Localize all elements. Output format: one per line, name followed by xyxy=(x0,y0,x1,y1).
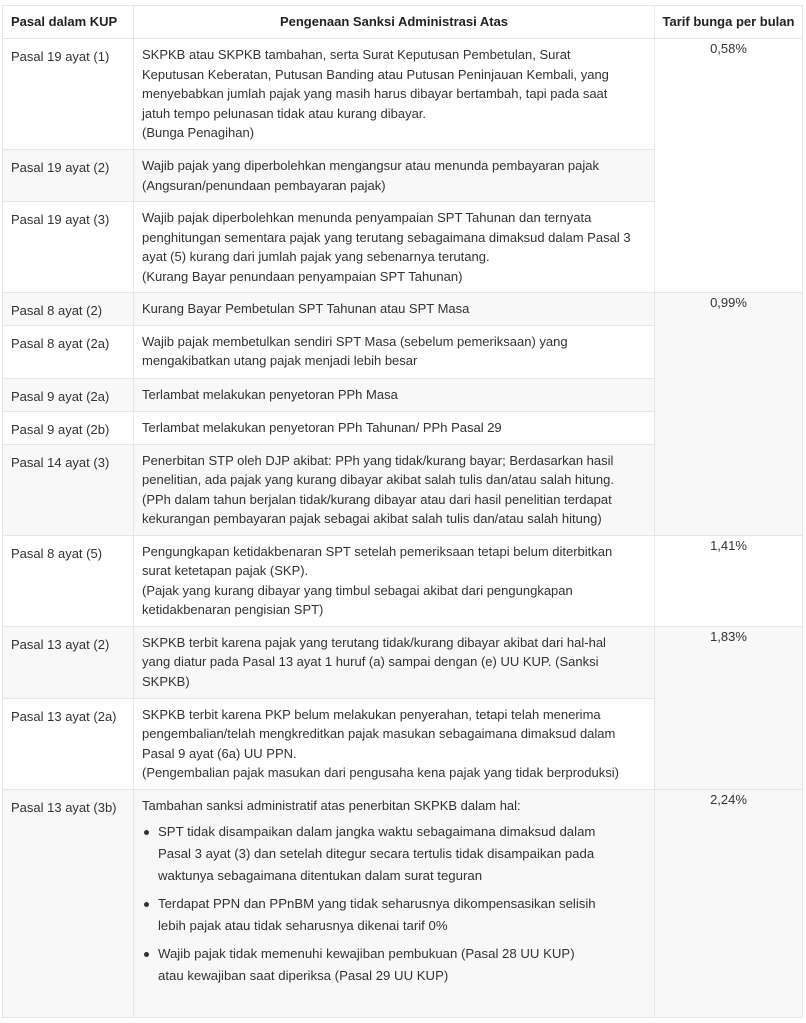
description-line: pengembalian/telah mengkreditkan pajak masukan sebagaimana dimaksud dalam xyxy=(142,726,616,741)
pasal-cell: Pasal 13 ayat (3b) xyxy=(3,789,134,1017)
description-line: Tambahan sanksi administratif atas penerbitan SKPKB dalam hal: xyxy=(142,797,521,813)
description-line: (Kurang Bayar penundaan penyampaian SPT Tahunan) xyxy=(142,268,463,284)
bullet-icon xyxy=(144,952,149,957)
bullet-line: SPT tidak disampaikan dalam jangka waktu sebagaimana dimaksud dalam xyxy=(158,824,596,839)
bullet-item xyxy=(158,821,646,887)
rate-cell: 1,83% xyxy=(655,626,803,789)
pasal-cell: Pasal 19 ayat (3) xyxy=(3,202,134,293)
rate-cell: 2,24% xyxy=(655,789,803,1017)
table-row xyxy=(3,626,803,698)
header-pasal: Pasal dalam KUP xyxy=(3,6,134,39)
description-line: (Bunga Penagihan) xyxy=(142,125,255,140)
header-pengenaan: Pengenaan Sanksi Administrasi Atas xyxy=(134,6,655,39)
header-tarif: Tarif bunga per bulan xyxy=(655,6,803,39)
table-header-row xyxy=(3,6,803,39)
bullet-item xyxy=(158,943,646,987)
pasal-cell: Pasal 9 ayat (2b) xyxy=(3,411,134,444)
description-line: jatuh tempo pelunasan tidak atau kurang dibayar. xyxy=(142,105,427,121)
description-cell xyxy=(134,202,655,293)
description-line: yang diatur pada Pasal 13 ayat 1 huruf (a) sampai dengan (e) UU KUP. (Sanksi xyxy=(142,654,599,669)
description-line: Terlambat melakukan penyetoran PPh Tahunan/ PPh Pasal 29 xyxy=(142,419,502,435)
description-cell xyxy=(134,444,655,535)
bullet-item xyxy=(158,893,646,937)
bullet-icon xyxy=(144,830,149,835)
description-line: Penerbitan STP oleh DJP akibat: PPh yang tidak/kurang bayar; Berdasarkan hasil xyxy=(142,452,614,468)
description-cell xyxy=(134,325,655,378)
description-cell xyxy=(134,39,655,150)
description-cell xyxy=(134,626,655,698)
description-line: Wajib pajak diperbolehkan menunda penyampaian SPT Tahunan dan ternyata xyxy=(142,210,592,225)
bullet-line: lebih pajak atau tidak seharusnya dikenai tarif 0% xyxy=(158,918,448,933)
description-line: kekurangan pembayaran pajak sebagai akibat salah tulis dan/atau salah hitung) xyxy=(142,511,602,526)
sanction-rate-table xyxy=(2,5,803,1018)
description-line: (PPh dalam tahun berjalan tidak/kurang dibayar atau dari hasil penelitian terdapat xyxy=(142,491,612,507)
description-line: ayat (5) kurang dari jumlah pajak yang sebenarnya terutang. xyxy=(142,249,490,264)
rate-cell: 1,41% xyxy=(655,535,803,626)
pasal-cell: Pasal 8 ayat (2) xyxy=(3,293,134,326)
description-line: Pasal 9 ayat (6a) UU PPN. xyxy=(142,745,297,761)
description-line: surat ketetapan pajak (SKP). xyxy=(142,563,309,578)
pasal-cell: Pasal 14 ayat (3) xyxy=(3,444,134,535)
table-row xyxy=(3,293,803,326)
description-line: SKPKB terbit karena PKP belum melakukan penyerahan, tetapi telah menerima xyxy=(142,706,601,722)
table-row xyxy=(3,39,803,150)
bullet-line: Wajib pajak tidak memenuhi kewajiban pembukuan (Pasal 28 UU KUP) xyxy=(158,946,575,961)
bullet-line: atau kewajiban saat diperiksa (Pasal 29 UU KUP) xyxy=(158,968,449,983)
description-line: penelitian, ada pajak yang kurang dibayar akibat salah tulis dan/atau salah hitung. xyxy=(142,472,614,487)
description-cell xyxy=(134,698,655,789)
pasal-cell: Pasal 9 ayat (2a) xyxy=(3,378,134,411)
description-line: SKPKB) xyxy=(142,673,190,689)
description-line: SKPKB atau SKPKB tambahan, serta Surat Keputusan Pembetulan, Surat xyxy=(142,47,571,62)
bullet-list xyxy=(142,821,646,987)
pasal-cell: Pasal 13 ayat (2a) xyxy=(3,698,134,789)
description-line: Kurang Bayar Pembetulan SPT Tahunan atau SPT Masa xyxy=(142,301,470,316)
description-line: ketidakbenaran pengisian SPT) xyxy=(142,602,324,617)
description-cell xyxy=(134,293,655,326)
description-line: SKPKB terbit karena pajak yang terutang tidak/kurang dibayar akibat dari hal-hal xyxy=(142,634,606,650)
description-line: (Pajak yang kurang dibayar yang timbul sebagai akibat dari pengungkapan xyxy=(142,582,573,598)
description-line: Wajib pajak yang diperbolehkan mengangsur atau menunda pembayaran pajak xyxy=(142,158,599,173)
bullet-line: waktunya sebagaimana ditentukan dalam surat teguran xyxy=(158,868,483,883)
description-line: mengakibatkan utang pajak menjadi lebih besar xyxy=(142,353,418,368)
rate-cell: 0,58% xyxy=(655,39,803,293)
pasal-cell: Pasal 13 ayat (2) xyxy=(3,626,134,698)
bullet-line: Pasal 3 ayat (3) dan setelah ditegur secara tertulis tidak disampaikan pada xyxy=(158,846,595,861)
description-line: penghitungan sementara pajak yang terutang sebagaimana dimaksud dalam Pasal 3 xyxy=(142,229,631,245)
description-cell xyxy=(134,789,655,1017)
description-cell xyxy=(134,150,655,202)
bullet-icon xyxy=(144,902,149,907)
bullet-line: Terdapat PPN dan PPnBM yang tidak seharusnya dikompensasikan selisih xyxy=(158,896,596,911)
description-line: (Pengembalian pajak masukan dari pengusaha kena pajak yang tidak berproduksi) xyxy=(142,765,619,780)
description-cell xyxy=(134,411,655,444)
description-cell xyxy=(134,378,655,411)
pasal-cell: Pasal 8 ayat (2a) xyxy=(3,325,134,378)
description-line: Keputusan Keberatan, Putusan Banding atau Putusan Peninjauan Kembali, yang xyxy=(142,66,609,82)
description-line: Pengungkapan ketidakbenaran SPT setelah pemeriksaan tetapi belum diterbitkan xyxy=(142,543,613,559)
pasal-cell: Pasal 19 ayat (2) xyxy=(3,150,134,202)
table-row xyxy=(3,535,803,626)
pasal-cell: Pasal 8 ayat (5) xyxy=(3,535,134,626)
description-line: Terlambat melakukan penyetoran PPh Masa xyxy=(142,386,398,402)
description-line: (Angsuran/penundaan pembayaran pajak) xyxy=(142,177,386,193)
pasal-cell: Pasal 19 ayat (1) xyxy=(3,39,134,150)
table-row xyxy=(3,789,803,1017)
description-line: Wajib pajak membetulkan sendiri SPT Masa (sebelum pemeriksaan) yang xyxy=(142,333,568,349)
rate-cell: 0,99% xyxy=(655,293,803,536)
description-cell xyxy=(134,535,655,626)
description-line: menyebabkan jumlah pajak yang masih harus dibayar bertambah, tapi pada saat xyxy=(142,86,608,101)
